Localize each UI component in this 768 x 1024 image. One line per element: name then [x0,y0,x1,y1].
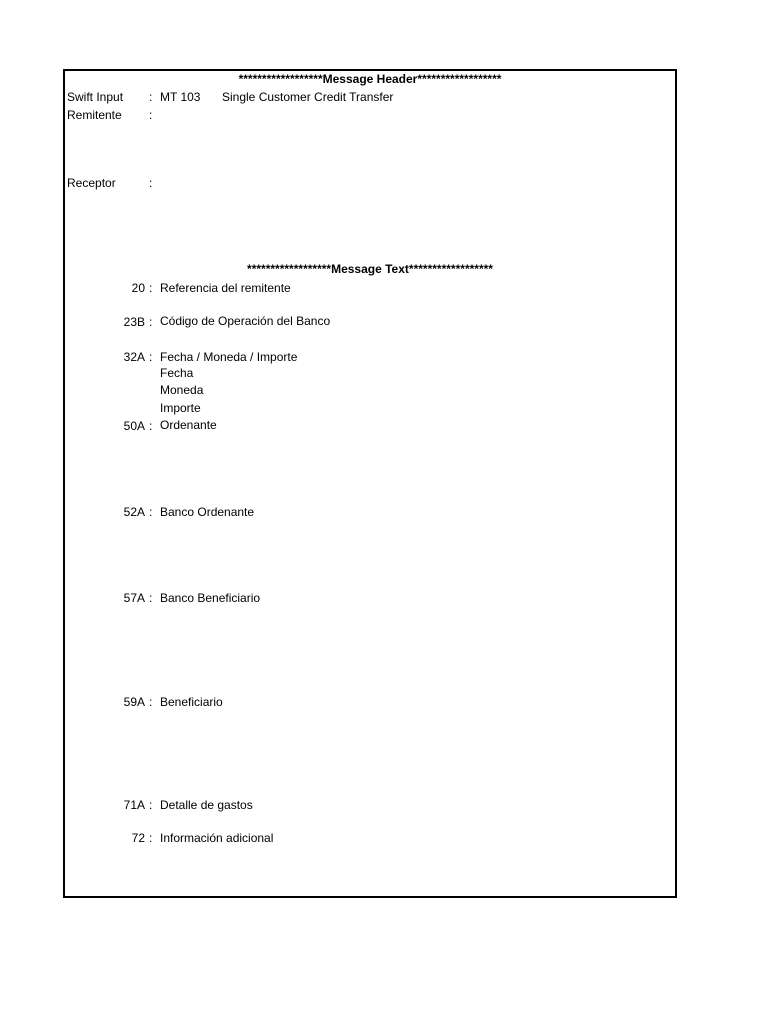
field-label-charges-detail: Detalle de gastos [160,798,253,812]
field-code-71a: 71A [123,798,145,812]
message-type: MT 103 [160,90,201,104]
receiver-label: Receptor [67,176,116,190]
message-header-banner: ******************Message Header****************** [238,72,502,86]
field-code-50a: 50A [123,419,145,433]
field-colon: : [149,798,153,812]
field-sublabel-amount: Importe [160,401,201,415]
field-label-additional-info: Información adicional [160,831,274,845]
sender-colon: : [149,108,153,122]
field-sublabel-date: Fecha [160,366,194,380]
field-code-23b: 23B [123,315,145,329]
field-label-ordering-customer: Ordenante [160,418,217,432]
field-colon: : [149,591,153,605]
field-colon: : [149,419,153,433]
field-label-ordering-bank: Banco Ordenante [160,505,255,519]
message-text-banner: ******************Message Text****************** [247,262,493,276]
message-description: Single Customer Credit Transfer [222,90,394,104]
field-colon: : [149,831,153,845]
field-colon: : [149,315,153,329]
field-label-beneficiary-bank: Banco Beneficiario [160,591,261,605]
field-sublabel-currency: Moneda [160,383,204,397]
field-colon: : [149,350,153,364]
field-code-52a: 52A [123,505,145,519]
field-code-20: 20 [131,281,145,295]
field-colon: : [149,505,153,519]
swift-input-colon: : [149,90,153,104]
document-frame [63,69,677,898]
field-label-bank-operation-code: Código de Operación del Banco [160,314,331,328]
field-colon: : [149,281,153,295]
field-code-59a: 59A [123,695,145,709]
sender-label: Remitente [67,108,122,122]
field-label-beneficiary: Beneficiario [160,695,223,709]
receiver-colon: : [149,176,153,190]
field-code-32a: 32A [123,350,145,364]
field-code-57a: 57A [123,591,145,605]
field-code-72: 72 [131,831,145,845]
swift-input-label: Swift Input [67,90,124,104]
field-label-date-currency-amount: Fecha / Moneda / Importe [160,350,298,364]
field-colon: : [149,695,153,709]
field-label-sender-reference: Referencia del remitente [160,281,291,295]
